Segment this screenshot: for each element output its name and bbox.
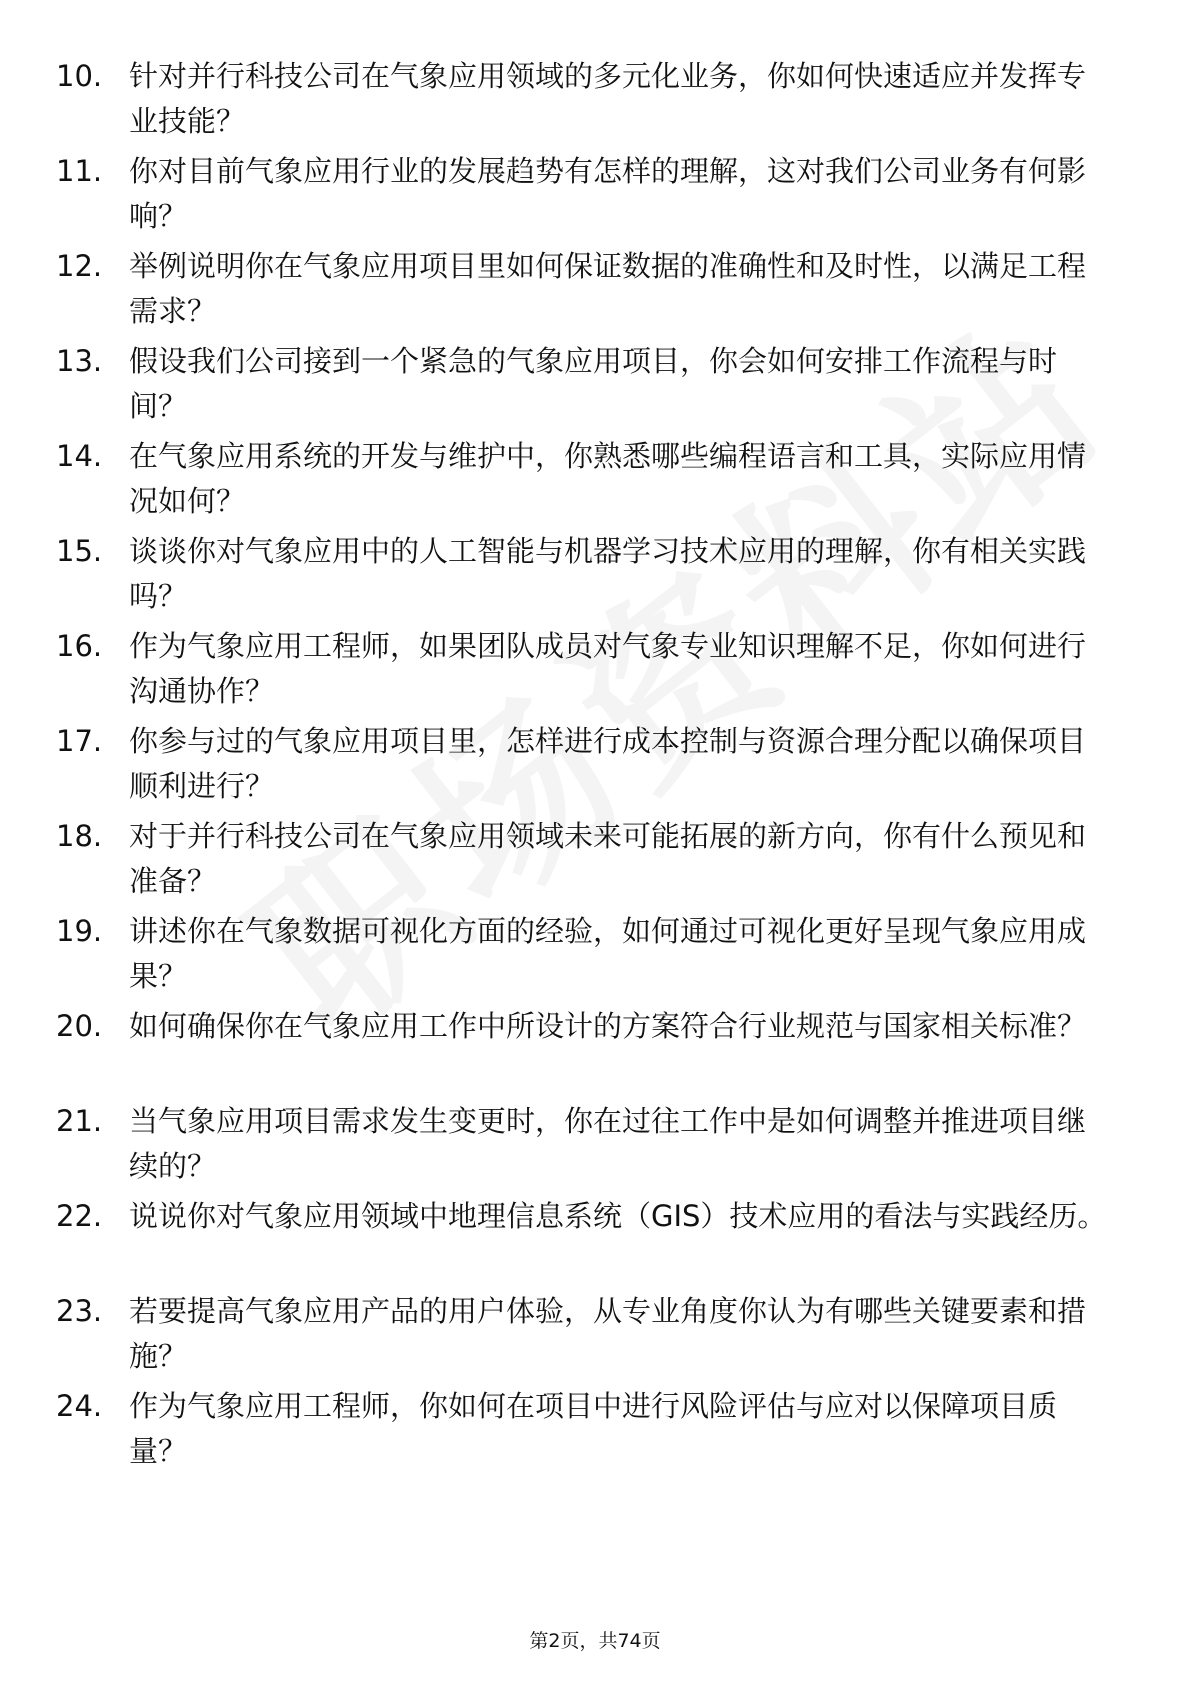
question-item bbox=[0, 1004, 1190, 1104]
question-text: 若要提高气象应用产品的用户体验，从专业角度你认为有哪些关键要素和措施？ bbox=[129, 1294, 1087, 1373]
question-item bbox=[0, 909, 1190, 1009]
question-text: 谈谈你对气象应用中的人工智能与机器学习技术应用的理解，你有相关实践吗？ bbox=[129, 534, 1087, 613]
question-item bbox=[0, 244, 1190, 344]
question-number: 10. bbox=[56, 59, 103, 93]
question-text: 讲述你在气象数据可视化方面的经验，如何通过可视化更好呈现气象应用成果？ bbox=[129, 914, 1087, 993]
question-number: 15. bbox=[56, 534, 103, 568]
question-item bbox=[0, 719, 1190, 819]
question-number: 18. bbox=[56, 819, 103, 853]
question-item bbox=[0, 339, 1190, 439]
question-text: 作为气象应用工程师，如果团队成员对气象专业知识理解不足，你如何进行沟通协作？ bbox=[129, 629, 1087, 708]
question-text: 在气象应用系统的开发与维护中，你熟悉哪些编程语言和工具，实际应用情况如何？ bbox=[129, 439, 1087, 518]
question-item bbox=[0, 1194, 1190, 1294]
question-number: 24. bbox=[56, 1389, 103, 1423]
question-text: 针对并行科技公司在气象应用领域的多元化业务，你如何快速适应并发挥专业技能？ bbox=[129, 59, 1087, 138]
question-number: 22. bbox=[56, 1199, 103, 1233]
question-number: 12. bbox=[56, 249, 103, 283]
question-item bbox=[0, 1384, 1190, 1484]
question-number: 13. bbox=[56, 344, 103, 378]
question-text: 举例说明你在气象应用项目里如何保证数据的准确性和及时性，以满足工程需求？ bbox=[129, 249, 1087, 328]
question-number: 21. bbox=[56, 1104, 103, 1138]
question-number: 19. bbox=[56, 914, 103, 948]
question-text: 如何确保你在气象应用工作中所设计的方案符合行业规范与国家相关标准？ bbox=[129, 1009, 1087, 1043]
question-text: 你参与过的气象应用项目里，怎样进行成本控制与资源合理分配以确保项目顺利进行？ bbox=[129, 724, 1087, 803]
question-text: 假设我们公司接到一个紧急的气象应用项目，你会如何安排工作流程与时间？ bbox=[129, 344, 1058, 423]
question-number: 23. bbox=[56, 1294, 103, 1328]
question-number: 17. bbox=[56, 724, 103, 758]
question-item bbox=[0, 529, 1190, 629]
question-item bbox=[0, 149, 1190, 249]
question-text: 你对目前气象应用行业的发展趋势有怎样的理解，这对我们公司业务有何影响？ bbox=[129, 154, 1087, 233]
question-item bbox=[0, 624, 1190, 724]
question-number: 16. bbox=[56, 629, 103, 663]
question-number: 11. bbox=[56, 154, 103, 188]
question-item bbox=[0, 1099, 1190, 1199]
page-number-footer: 第2页，共74页 bbox=[529, 1630, 661, 1652]
question-text: 说说你对气象应用领域中地理信息系统（GIS）技术应用的看法与实践经历。 bbox=[129, 1199, 1107, 1233]
question-text: 作为气象应用工程师，你如何在项目中进行风险评估与应对以保障项目质量？ bbox=[129, 1389, 1058, 1468]
question-item bbox=[0, 434, 1190, 534]
question-text: 当气象应用项目需求发生变更时，你在过往工作中是如何调整并推进项目继续的？ bbox=[129, 1104, 1087, 1183]
question-item bbox=[0, 1289, 1190, 1389]
question-number: 20. bbox=[56, 1009, 103, 1043]
question-number: 14. bbox=[56, 439, 103, 473]
question-item bbox=[0, 814, 1190, 914]
question-item bbox=[0, 54, 1190, 154]
question-text: 对于并行科技公司在气象应用领域未来可能拓展的新方向，你有什么预见和准备？ bbox=[129, 819, 1087, 898]
